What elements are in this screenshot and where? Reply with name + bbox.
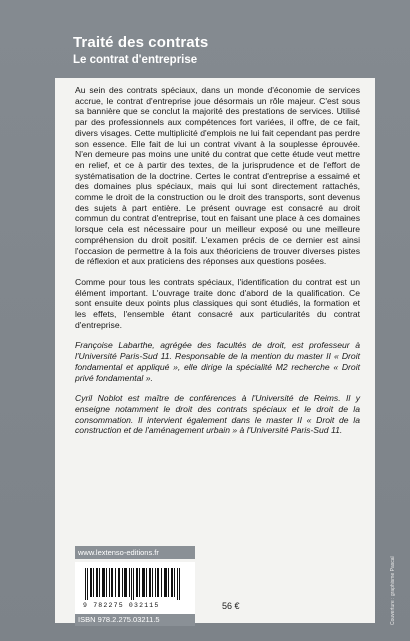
book-subtitle: Le contrat d'entreprise [73,54,198,66]
book-title: Traité des contrats [73,34,209,51]
author-bio-noblot: Cyril Noblot est maître de conférences à l'Université de Reims. Il y enseigne notamment le droit des contrats spéciaux et le droit de la consommation. Il intervient également dans le master II « Droit de la construction et de l'aménagement urbain » à l'Université Paris-Sud 11. [75,393,360,436]
barcode [75,562,195,614]
description-paragraph-1: Au sein des contrats spéciaux, dans un monde d'économie de services accrue, le contrat d'entreprise joue désormais un rôle majeur. C'est sous sa bannière que se conclut la majorité des prestations de services. Utilisé par des professionnels aux compétences fort variées, il offre, de ce fait, divers visages. Cette multiplicité d'emplois ne lui fait cependant pas perdre son essence. Elle fait de lui un contrat vivant à la souplesse éprouvée. N'en demeure pas moins une unité du contrat que cette étude veut mettre en relief, et ce à partir des textes, de la jurisprudence et de l'effort de systématisation de la doctrine. Certes le contrat d'entreprise a essaimé et des domaines plus spéciaux, mais qui lui sont directement rattachés, comme le droit de la construction ou le droit des transports, sont devenus des sujets à part entière. Le présent ouvrage est consacré au droit commun du contrat d'entreprise, tout en faisant une place à ces domaines lorsque cela est nécessaire pour un meilleur exposé ou une meilleure compréhension du droit positif. L'examen précis de ce dernier est ainsi l'occasion de permettre à la fois aux théoriciens de trouver diverses pistes de réflexion et aux praticiens des réponses aux questions posées. [75,85,360,267]
description-paragraph-2: Comme pour tous les contrats spéciaux, l'identification du contrat est un élément important. L'ouvrage traite donc d'abord de la qualification. Ce sont ensuite deux points plus classiques qui sont étudiés, la formation et les effets, l'ensemble étant consacré aux particularités du contrat d'entreprise. [75,276,360,330]
cover-credit: Couverture : graphisme Pascal [390,556,396,625]
back-cover-text [75,85,360,446]
publisher-url: www.lextenso-editions.fr [75,546,195,559]
barcode-number: 9 782275 032115 [83,602,160,609]
author-bio-labarthe: Françoise Labarthe, agrégée des facultés de droit, est professeur à l'Université Paris-Sud 11. Responsable de la mention du master II « Droit fondamental et appliqué », elle dirige la spécialité M2 recherche « Droit privé fondamental ». [75,340,360,383]
barcode-icon [85,568,185,600]
price: 56 € [222,601,240,611]
isbn: ISBN 978.2.275.03211.5 [75,614,195,626]
